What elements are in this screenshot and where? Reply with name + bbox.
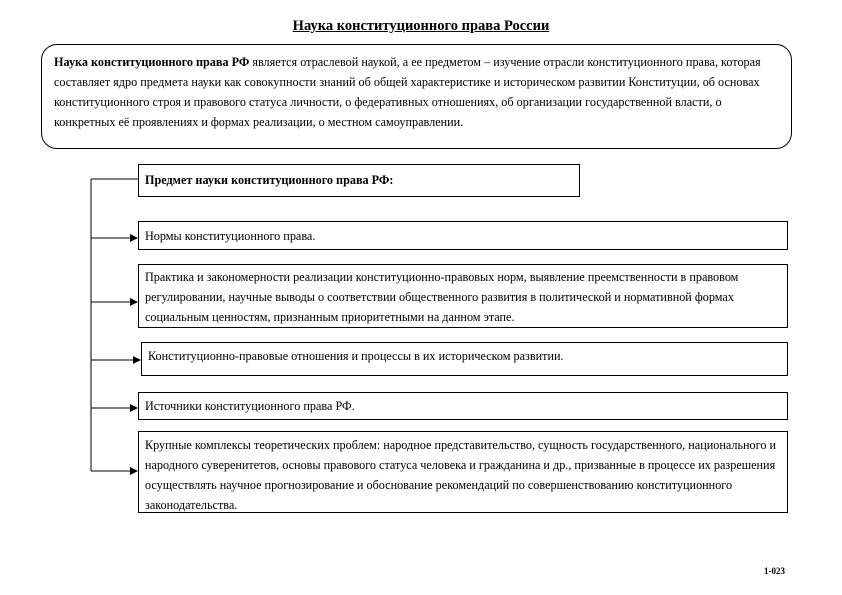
subject-item-5: Крупные комплексы теоретических проблем: народное представительство, сущность государственного, национального и народного суверенитетов, основы правового статуса человека и гражданина и др., призванные в процессе их разрешения осуществлять научное прогнозирование и обоснование рекомендаций по совершенствованию конституционного законодательства. xyxy=(138,431,788,513)
subject-item-1: Нормы конституционного права. xyxy=(138,221,788,250)
page-number: 1-023 xyxy=(764,566,785,576)
subject-item-3: Конституционно-правовые отношения и процессы в их историческом развитии. xyxy=(141,342,788,376)
subject-item-4: Источники конституционного права РФ. xyxy=(138,392,788,420)
subject-item-2: Практика и закономерности реализации конституционно-правовых норм, выявление преемственности в правовом регулировании, научные выводы о соответствии общественного развития в политической и нормативной формах социальным ценностям, признанным приоритетными на данном этапе. xyxy=(138,264,788,328)
subject-heading-box: Предмет науки конституционного права РФ: xyxy=(138,164,580,197)
intro-text: является отраслевой наукой, а ее предметом – изучение отрасли конституционного права, которая составляет ядро предмета науки как совокупности знаний об общей характеристике и историческом развитии Конституции, об основах конституционного строя и правового статуса личности, о федеративных отношениях, об организации государственной власти, о конкретных её проявлениях и формах реализации, о местном самоуправлении. xyxy=(54,55,761,129)
page-title: Наука конституционного права России xyxy=(292,18,550,34)
intro-bold-lead: Наука конституционного права РФ xyxy=(54,55,250,69)
